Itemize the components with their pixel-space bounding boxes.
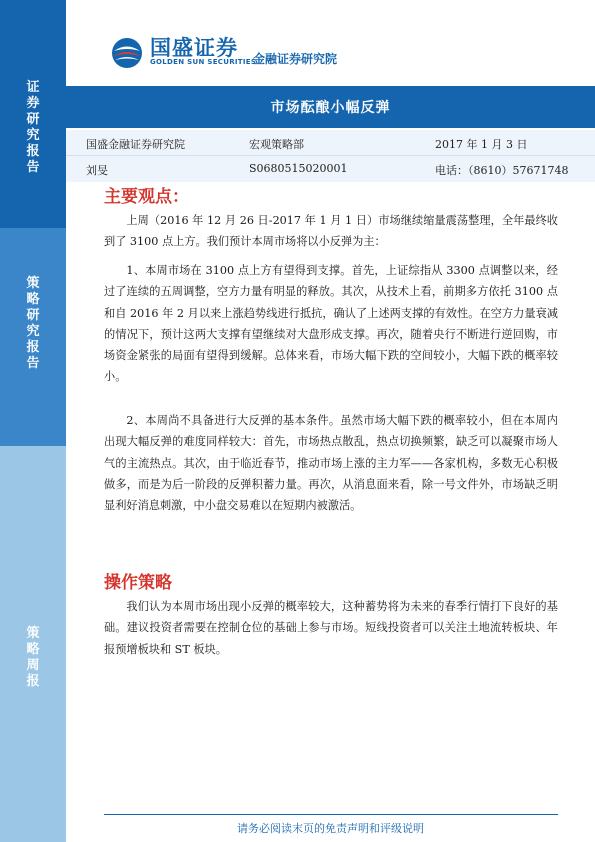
- report-title: 市场酝酿小幅反弹: [270, 100, 391, 116]
- sidebar-label-strategy-report: 策略研究报告: [26, 276, 40, 371]
- sidebar-segment-strategy-report: [0, 228, 66, 446]
- section-heading-strategy: 操作策略: [104, 573, 172, 593]
- meta-phone: 电话：（8610）57671748: [435, 164, 569, 177]
- sidebar-segment-research-report: [0, 0, 66, 228]
- paragraph: 我们认为本周市场出现小反弹的概率较大，这种蓄势将为未来的春季行情打下良好的基础。建议投资者需要在控制仓位的基础上参与市场。短线投资者可以关注土地流转板块、年报预增板块和 ST 板块。: [104, 600, 558, 656]
- meta-row: [66, 156, 595, 182]
- meta-org: 国盛金融证券研究院: [86, 138, 185, 151]
- paragraph: 1、本周市场在 3100 点上方有望得到支撑。首先，上证综指从 3300 点调整以来，经过了连续的五周调整，空方力量有明显的释放。其次，从技术上看，前期多方依托 3100 点和自 2016 年 2 月以来上涨趋势线进行抵抗，确认了上述两支撑的有效性。在空方力量衰减的情况下，预计这两大支撑有望继续对大盘形成支撑。再次，随着央行不断进行逆回购，市场资金紧张的局面有望得到缓解。总体来看，市场大幅下跌的空间较小，大幅下跌的概率较小。: [104, 264, 558, 384]
- meta-date: 2017 年 1 月 3 日: [435, 138, 528, 151]
- sidebar-segment-weekly: [0, 446, 66, 842]
- sidebar-label-weekly: 策略周报: [26, 626, 40, 689]
- section-heading-main-points: 主要观点：: [104, 187, 189, 207]
- paragraph: 2、本周尚不具备进行大反弹的基本条件。虽然市场大幅下跌的概率较小，但在本周内出现大幅反弹的难度同样较大：首先，市场热点散乱，热点切换频繁，缺乏可以凝聚市场人气的主流热点。其次，由于临近春节，推动市场上涨的主力军——各家机构，多数无心积极做多，而是为后一阶段的反弹积蓄力量。再次，从消息面来看，除一号文件外，市场缺乏明显利好消息刺激，中小盘交易难以在短期内被激活。: [104, 414, 558, 513]
- footer-disclaimer: 请务必阅读末页的免责声明和评级说明: [237, 822, 424, 835]
- header: [66, 0, 595, 84]
- footer-divider: [104, 814, 558, 815]
- meta-dept: 宏观策略部: [249, 138, 304, 151]
- paragraph: 上周（2016 年 12 月 26 日-2017 年 1 月 1 日）市场继续缩量震荡整理，全年最终收到了 3100 点上方。我们预计本周市场将以小反弹为主：: [104, 214, 558, 249]
- meta-license: S0680515020001: [249, 162, 348, 175]
- company-logo-icon: [110, 36, 144, 70]
- logo-chinese-name: 国盛证券: [150, 36, 238, 60]
- report-meta: [66, 130, 595, 182]
- meta-author: 刘旻: [86, 164, 108, 177]
- sidebar-label-research-report: 证券研究报告: [26, 80, 40, 175]
- institute-name: 金融证券研究院: [253, 52, 338, 66]
- meta-row: [66, 130, 595, 156]
- title-bar: [66, 86, 595, 128]
- logo-english-name: GOLDEN SUN SECURITIES: [150, 58, 257, 66]
- sidebar: [0, 0, 66, 842]
